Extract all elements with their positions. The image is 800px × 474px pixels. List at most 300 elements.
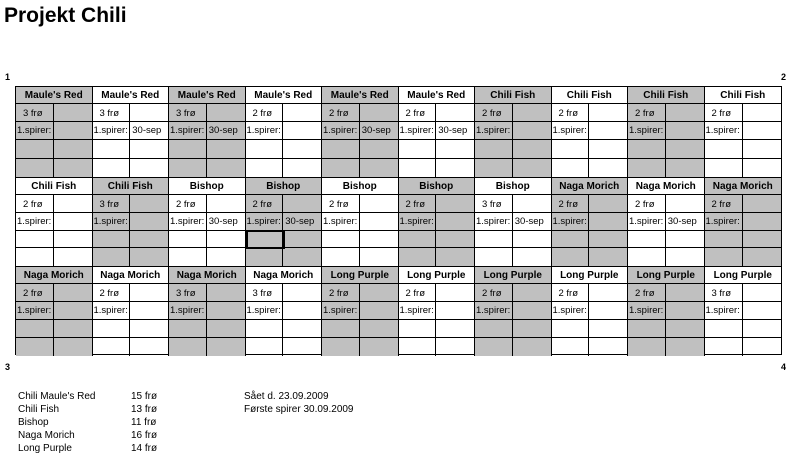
empty-cell[interactable]	[589, 140, 627, 157]
seed-count-cell[interactable]: 3 frø	[93, 104, 131, 121]
sprout-date-cell[interactable]	[54, 122, 92, 139]
empty-cell[interactable]	[322, 338, 360, 356]
sprout-label-cell[interactable]: 1.spirer:	[399, 213, 437, 230]
empty-cell[interactable]	[283, 248, 321, 266]
empty-cell[interactable]	[54, 338, 92, 356]
empty-cell[interactable]	[207, 284, 245, 301]
empty-cell[interactable]	[130, 284, 168, 301]
empty-cell[interactable]	[475, 231, 513, 248]
sprout-label-cell[interactable]: 1.spirer:	[16, 213, 54, 230]
sprout-date-cell[interactable]	[54, 302, 92, 319]
variety-header[interactable]: Naga Morich	[16, 267, 92, 284]
empty-cell[interactable]	[322, 248, 360, 266]
seed-count-cell[interactable]: 2 frø	[16, 195, 54, 212]
tray-row	[246, 159, 322, 177]
empty-cell[interactable]	[207, 159, 245, 177]
empty-cell[interactable]	[54, 140, 92, 157]
sprout-label-cell[interactable]: 1.spirer:	[322, 302, 360, 319]
seed-count-cell[interactable]: 2 frø	[705, 195, 743, 212]
empty-cell[interactable]	[360, 248, 398, 266]
tray-row	[705, 195, 782, 213]
empty-cell[interactable]	[130, 104, 168, 121]
sprout-label-cell[interactable]: 1.spirer:	[169, 213, 207, 230]
empty-cell[interactable]	[589, 231, 627, 248]
variety-header[interactable]: Naga Morich	[628, 178, 704, 195]
empty-cell[interactable]	[666, 231, 704, 248]
corner-marker-1: 1	[5, 72, 11, 82]
seed-count-cell[interactable]: 2 frø	[322, 195, 360, 212]
seed-count-cell[interactable]: 2 frø	[399, 195, 437, 212]
empty-cell[interactable]	[475, 320, 513, 337]
selected-cell-cursor[interactable]	[246, 230, 285, 250]
tray-row	[246, 104, 322, 122]
seed-count-cell[interactable]: 2 frø	[399, 104, 437, 121]
empty-cell[interactable]	[589, 338, 627, 356]
sprout-label-cell[interactable]: 1.spirer:	[246, 302, 284, 319]
empty-cell[interactable]	[589, 104, 627, 121]
empty-cell[interactable]	[628, 140, 666, 157]
variety-header[interactable]: Chili Fish	[93, 178, 169, 195]
empty-cell[interactable]	[207, 231, 245, 248]
variety-header[interactable]: Naga Morich	[246, 267, 322, 284]
empty-cell[interactable]	[666, 195, 704, 212]
seed-count-cell[interactable]: 2 frø	[322, 284, 360, 301]
empty-cell[interactable]	[130, 231, 168, 248]
empty-cell[interactable]	[513, 104, 551, 121]
sprout-date-cell[interactable]	[54, 213, 92, 230]
variety-header[interactable]: Chili Fish	[628, 87, 704, 104]
sprout-label-cell[interactable]: 1.spirer:	[628, 122, 666, 139]
variety-header[interactable]: Bishop	[399, 178, 475, 195]
variety-header[interactable]: Chili Fish	[552, 87, 628, 104]
seed-count-cell[interactable]: 2 frø	[169, 195, 207, 212]
sprout-label-cell[interactable]: 1.spirer:	[705, 122, 743, 139]
variety-header[interactable]: Chili Fish	[16, 178, 92, 195]
sprout-label-cell[interactable]: 1.spirer:	[93, 302, 131, 319]
empty-cell[interactable]	[705, 320, 743, 337]
empty-cell[interactable]	[628, 338, 666, 356]
empty-cell[interactable]	[207, 195, 245, 212]
empty-cell[interactable]	[93, 140, 131, 157]
tray-row	[322, 248, 398, 266]
sprout-date-cell[interactable]	[436, 213, 474, 230]
seed-count-cell[interactable]: 3 frø	[475, 195, 513, 212]
empty-cell[interactable]	[589, 159, 627, 177]
sprout-date-cell[interactable]	[436, 302, 474, 319]
empty-cell[interactable]	[475, 140, 513, 157]
sprout-date-cell[interactable]: 30-sep	[208, 215, 238, 227]
tray-row	[399, 122, 475, 140]
sprout-label-cell[interactable]: 1.spirer:	[705, 213, 743, 230]
tray-block	[322, 87, 399, 177]
empty-cell[interactable]	[93, 159, 131, 177]
tray-row	[475, 231, 551, 249]
empty-cell[interactable]	[475, 248, 513, 266]
empty-cell[interactable]	[16, 159, 54, 177]
empty-cell[interactable]	[93, 248, 131, 266]
empty-cell[interactable]	[169, 140, 207, 157]
empty-cell[interactable]	[93, 338, 131, 356]
empty-cell[interactable]	[513, 248, 551, 266]
empty-cell[interactable]	[169, 231, 207, 248]
variety-header[interactable]: Naga Morich	[705, 178, 782, 195]
variety-header[interactable]: Maule's Red	[16, 87, 92, 104]
empty-cell[interactable]	[513, 140, 551, 157]
sprout-date-cell[interactable]	[743, 213, 781, 230]
sprout-date-cell[interactable]	[513, 302, 551, 319]
sprout-label-cell[interactable]: 1.spirer:	[475, 302, 513, 319]
sprout-label-cell[interactable]: 1.spirer:	[475, 213, 513, 230]
sprout-date-cell[interactable]: 30-sep	[360, 122, 398, 139]
empty-cell[interactable]	[54, 104, 92, 121]
sprout-label-cell[interactable]: 1.spirer:	[93, 122, 131, 139]
empty-cell[interactable]	[283, 104, 321, 121]
empty-cell[interactable]	[54, 284, 92, 301]
tray-block	[16, 87, 93, 177]
empty-cell[interactable]	[743, 140, 781, 157]
sprout-label-cell[interactable]: 1.spirer:	[16, 122, 54, 139]
empty-cell[interactable]	[360, 159, 398, 177]
sprout-label-cell[interactable]: 1.spirer:	[169, 302, 207, 319]
empty-cell[interactable]	[399, 338, 437, 356]
empty-cell[interactable]	[130, 195, 168, 212]
empty-cell[interactable]	[589, 248, 627, 266]
empty-cell[interactable]	[246, 248, 284, 266]
empty-cell[interactable]	[399, 248, 437, 266]
empty-cell[interactable]	[283, 320, 321, 337]
empty-cell[interactable]	[246, 140, 284, 157]
seed-count-cell[interactable]: 3 frø	[705, 284, 743, 301]
empty-cell[interactable]	[666, 320, 704, 337]
empty-cell[interactable]	[628, 320, 666, 337]
seed-count-cell[interactable]: 2 frø	[246, 104, 284, 121]
seed-count-cell[interactable]: 2 frø	[475, 284, 513, 301]
variety-header[interactable]: Maule's Red	[322, 87, 398, 104]
tray-row	[93, 159, 169, 177]
empty-cell[interactable]	[436, 140, 474, 157]
empty-cell[interactable]	[169, 248, 207, 266]
empty-cell[interactable]	[743, 338, 781, 356]
sprout-date-cell[interactable]	[283, 122, 321, 139]
sprout-date-cell[interactable]: 30-sep	[132, 125, 162, 137]
empty-cell[interactable]	[16, 320, 54, 337]
empty-cell[interactable]	[93, 320, 131, 337]
sprout-date-cell[interactable]	[743, 302, 781, 319]
tray-row	[475, 195, 551, 213]
variety-header[interactable]: Chili Fish	[705, 87, 782, 104]
sprout-label-cell[interactable]: 1.spirer:	[552, 122, 590, 139]
empty-cell[interactable]	[589, 284, 627, 301]
variety-header[interactable]: Long Purple	[705, 267, 782, 284]
seed-count-cell[interactable]: 2 frø	[628, 195, 666, 212]
tray-row	[628, 104, 704, 122]
empty-cell[interactable]	[322, 231, 360, 248]
empty-cell[interactable]	[283, 284, 321, 301]
sprout-date-cell[interactable]	[360, 213, 398, 230]
sprout-label-cell[interactable]: 1.spirer:	[628, 302, 666, 319]
empty-cell[interactable]	[436, 231, 474, 248]
sprout-date-cell[interactable]: 30-sep	[667, 215, 697, 227]
legend-variety-name: Bishop	[18, 417, 49, 428]
empty-cell[interactable]	[16, 231, 54, 248]
variety-header[interactable]: Bishop	[169, 178, 245, 195]
empty-cell[interactable]	[130, 248, 168, 266]
empty-cell[interactable]	[169, 338, 207, 356]
empty-cell[interactable]	[705, 140, 743, 157]
empty-cell[interactable]	[54, 231, 92, 248]
empty-cell[interactable]	[552, 231, 590, 248]
variety-header[interactable]: Naga Morich	[552, 178, 628, 195]
empty-cell[interactable]	[436, 248, 474, 266]
sprout-date-cell[interactable]	[513, 122, 551, 139]
variety-header[interactable]: Bishop	[246, 178, 322, 195]
sprout-label-cell[interactable]: 1.spirer:	[399, 302, 437, 319]
empty-cell[interactable]	[16, 140, 54, 157]
empty-cell[interactable]	[93, 231, 131, 248]
sprout-label-cell[interactable]: 1.spirer:	[628, 213, 666, 230]
empty-cell[interactable]	[360, 320, 398, 337]
seed-count-cell[interactable]: 2 frø	[93, 284, 131, 301]
seed-count-cell[interactable]: 2 frø	[705, 104, 743, 121]
variety-header[interactable]: Naga Morich	[93, 267, 169, 284]
empty-cell[interactable]	[705, 231, 743, 248]
seed-count-cell[interactable]: 2 frø	[475, 104, 513, 121]
seed-count-cell[interactable]: 3 frø	[93, 195, 131, 212]
empty-cell[interactable]	[513, 231, 551, 248]
sprout-label-cell[interactable]: 1.spirer:	[16, 302, 54, 319]
seed-count-cell[interactable]: 2 frø	[628, 284, 666, 301]
empty-cell[interactable]	[589, 320, 627, 337]
empty-cell[interactable]	[475, 338, 513, 356]
variety-header[interactable]: Maule's Red	[246, 87, 322, 104]
sprout-label-cell[interactable]: 1.spirer:	[475, 122, 513, 139]
empty-cell[interactable]	[399, 320, 437, 337]
empty-cell[interactable]	[207, 320, 245, 337]
sprout-date-cell[interactable]: 30-sep	[283, 213, 321, 230]
empty-cell[interactable]	[552, 248, 590, 266]
empty-cell[interactable]	[705, 159, 743, 177]
empty-cell[interactable]	[552, 159, 590, 177]
variety-header[interactable]: Bishop	[475, 178, 551, 195]
empty-cell[interactable]	[399, 159, 437, 177]
tray-row	[16, 284, 92, 302]
empty-cell[interactable]	[322, 320, 360, 337]
sprout-date-cell[interactable]	[666, 122, 704, 139]
empty-cell[interactable]	[436, 195, 474, 212]
tray-block	[628, 87, 705, 177]
empty-cell[interactable]	[666, 248, 704, 266]
seed-count-cell[interactable]: 2 frø	[628, 104, 666, 121]
sprout-label-cell[interactable]: 1.spirer:	[399, 122, 437, 139]
empty-cell[interactable]	[513, 284, 551, 301]
empty-cell[interactable]	[436, 338, 474, 356]
sprout-date-cell[interactable]: 30-sep	[514, 215, 544, 227]
empty-cell[interactable]	[475, 159, 513, 177]
empty-cell[interactable]	[54, 195, 92, 212]
sprout-date-cell[interactable]: 30-sep	[438, 125, 468, 137]
seed-count-cell[interactable]: 2 frø	[322, 104, 360, 121]
sprout-label-cell[interactable]: 1.spirer:	[322, 213, 360, 230]
empty-cell[interactable]	[130, 159, 168, 177]
empty-cell[interactable]	[130, 338, 168, 356]
sprout-date-cell[interactable]	[666, 302, 704, 319]
empty-cell[interactable]	[743, 159, 781, 177]
empty-cell[interactable]	[743, 284, 781, 301]
empty-cell[interactable]	[552, 140, 590, 157]
tray-row	[475, 140, 551, 158]
empty-cell[interactable]	[399, 231, 437, 248]
tray-row	[16, 338, 92, 356]
sprout-label-cell[interactable]: 1.spirer:	[93, 213, 131, 230]
empty-cell[interactable]	[130, 140, 168, 157]
sprout-label-cell[interactable]: 1.spirer:	[246, 122, 284, 139]
variety-header[interactable]: Long Purple	[552, 267, 628, 284]
empty-cell[interactable]	[743, 195, 781, 212]
tray-row	[169, 248, 245, 266]
seed-count-cell[interactable]: 2 frø	[552, 195, 590, 212]
empty-cell[interactable]	[360, 195, 398, 212]
empty-cell[interactable]	[130, 320, 168, 337]
empty-cell[interactable]	[436, 320, 474, 337]
sprout-date-cell[interactable]	[130, 302, 168, 319]
empty-cell[interactable]	[360, 231, 398, 248]
empty-cell[interactable]	[169, 159, 207, 177]
sprout-date-cell[interactable]	[743, 122, 781, 139]
empty-cell[interactable]	[589, 195, 627, 212]
sprout-date-cell[interactable]	[360, 302, 398, 319]
variety-header[interactable]: Maule's Red	[93, 87, 169, 104]
variety-header[interactable]: Long Purple	[322, 267, 398, 284]
tray-row	[399, 140, 475, 158]
sprout-date-cell[interactable]	[589, 302, 627, 319]
empty-cell[interactable]	[743, 104, 781, 121]
tray-row	[322, 140, 398, 158]
variety-header[interactable]: Maule's Red	[399, 87, 475, 104]
corner-marker-4: 4	[781, 362, 787, 372]
empty-cell[interactable]	[705, 338, 743, 356]
sprout-label-cell[interactable]: 1.spirer:	[169, 122, 207, 139]
seed-count-cell[interactable]: 2 frø	[552, 284, 590, 301]
empty-cell[interactable]	[628, 231, 666, 248]
variety-header[interactable]: Chili Fish	[475, 87, 551, 104]
seed-count-cell[interactable]: 3 frø	[169, 284, 207, 301]
empty-cell[interactable]	[666, 159, 704, 177]
seed-count-cell[interactable]: 3 frø	[16, 104, 54, 121]
legend-variety-name: Long Purple	[18, 443, 72, 454]
variety-header[interactable]: Long Purple	[399, 267, 475, 284]
empty-cell[interactable]	[628, 248, 666, 266]
empty-cell[interactable]	[207, 104, 245, 121]
empty-cell[interactable]	[743, 320, 781, 337]
tray-block	[93, 87, 170, 177]
sprout-date-cell[interactable]	[589, 213, 627, 230]
sprout-label-cell[interactable]: 1.spirer:	[322, 122, 360, 139]
empty-cell[interactable]	[207, 248, 245, 266]
legend-seed-count: 14 frø	[131, 443, 158, 454]
empty-cell[interactable]	[552, 338, 590, 356]
empty-cell[interactable]	[436, 159, 474, 177]
empty-cell[interactable]	[513, 195, 551, 212]
empty-cell[interactable]	[207, 338, 245, 356]
empty-cell[interactable]	[322, 140, 360, 157]
seed-count-cell[interactable]: 3 frø	[246, 284, 284, 301]
sprout-label-cell[interactable]: 1.spirer:	[552, 302, 590, 319]
variety-header[interactable]: Long Purple	[475, 267, 551, 284]
variety-header[interactable]: Maule's Red	[169, 87, 245, 104]
empty-cell[interactable]	[54, 248, 92, 266]
seed-count-cell[interactable]: 2 frø	[399, 284, 437, 301]
empty-cell[interactable]	[246, 320, 284, 337]
empty-cell[interactable]	[436, 104, 474, 121]
empty-cell[interactable]	[743, 248, 781, 266]
empty-cell[interactable]	[360, 284, 398, 301]
empty-cell[interactable]	[169, 320, 207, 337]
empty-cell[interactable]	[513, 320, 551, 337]
seed-count-cell[interactable]: 2 frø	[16, 284, 54, 301]
empty-cell[interactable]	[666, 104, 704, 121]
empty-cell[interactable]	[628, 159, 666, 177]
empty-cell[interactable]	[16, 338, 54, 356]
empty-cell[interactable]	[54, 159, 92, 177]
empty-cell[interactable]	[360, 140, 398, 157]
tray-row	[246, 122, 322, 140]
empty-cell[interactable]	[552, 320, 590, 337]
seed-count-cell[interactable]: 2 frø	[246, 195, 284, 212]
tray-row	[552, 284, 628, 302]
sprout-date-cell[interactable]: 30-sep	[207, 122, 245, 139]
variety-header[interactable]: Bishop	[322, 178, 398, 195]
sprout-date-cell[interactable]	[207, 302, 245, 319]
sprout-date-cell[interactable]	[130, 213, 168, 230]
empty-cell[interactable]	[743, 231, 781, 248]
sprout-date-cell[interactable]	[283, 302, 321, 319]
seed-count-cell[interactable]: 2 frø	[552, 104, 590, 121]
empty-cell[interactable]	[666, 338, 704, 356]
empty-cell[interactable]	[283, 159, 321, 177]
empty-cell[interactable]	[283, 140, 321, 157]
seed-count-cell[interactable]: 3 frø	[169, 104, 207, 121]
empty-cell[interactable]	[436, 284, 474, 301]
empty-cell[interactable]	[513, 338, 551, 356]
tray-block	[169, 177, 246, 267]
empty-cell[interactable]	[246, 338, 284, 356]
variety-header[interactable]: Naga Morich	[169, 267, 245, 284]
tray-row	[399, 104, 475, 122]
empty-cell[interactable]	[16, 248, 54, 266]
empty-cell[interactable]	[666, 284, 704, 301]
empty-cell[interactable]	[283, 231, 321, 248]
tray-row	[399, 320, 475, 338]
empty-cell[interactable]	[360, 338, 398, 356]
sprout-label-cell[interactable]: 1.spirer:	[246, 213, 284, 230]
tray-row	[705, 231, 782, 249]
empty-cell[interactable]	[360, 104, 398, 121]
variety-header[interactable]: Long Purple	[628, 267, 704, 284]
empty-cell[interactable]	[399, 140, 437, 157]
sprout-label-cell[interactable]: 1.spirer:	[552, 213, 590, 230]
empty-cell[interactable]	[283, 195, 321, 212]
empty-cell[interactable]	[705, 248, 743, 266]
empty-cell[interactable]	[513, 159, 551, 177]
empty-cell[interactable]	[322, 159, 360, 177]
sprout-date-cell[interactable]	[589, 122, 627, 139]
empty-cell[interactable]	[666, 140, 704, 157]
empty-cell[interactable]	[54, 320, 92, 337]
empty-cell[interactable]	[283, 338, 321, 356]
sprout-label-cell[interactable]: 1.spirer:	[705, 302, 743, 319]
empty-cell[interactable]	[207, 140, 245, 157]
empty-cell[interactable]	[246, 159, 284, 177]
